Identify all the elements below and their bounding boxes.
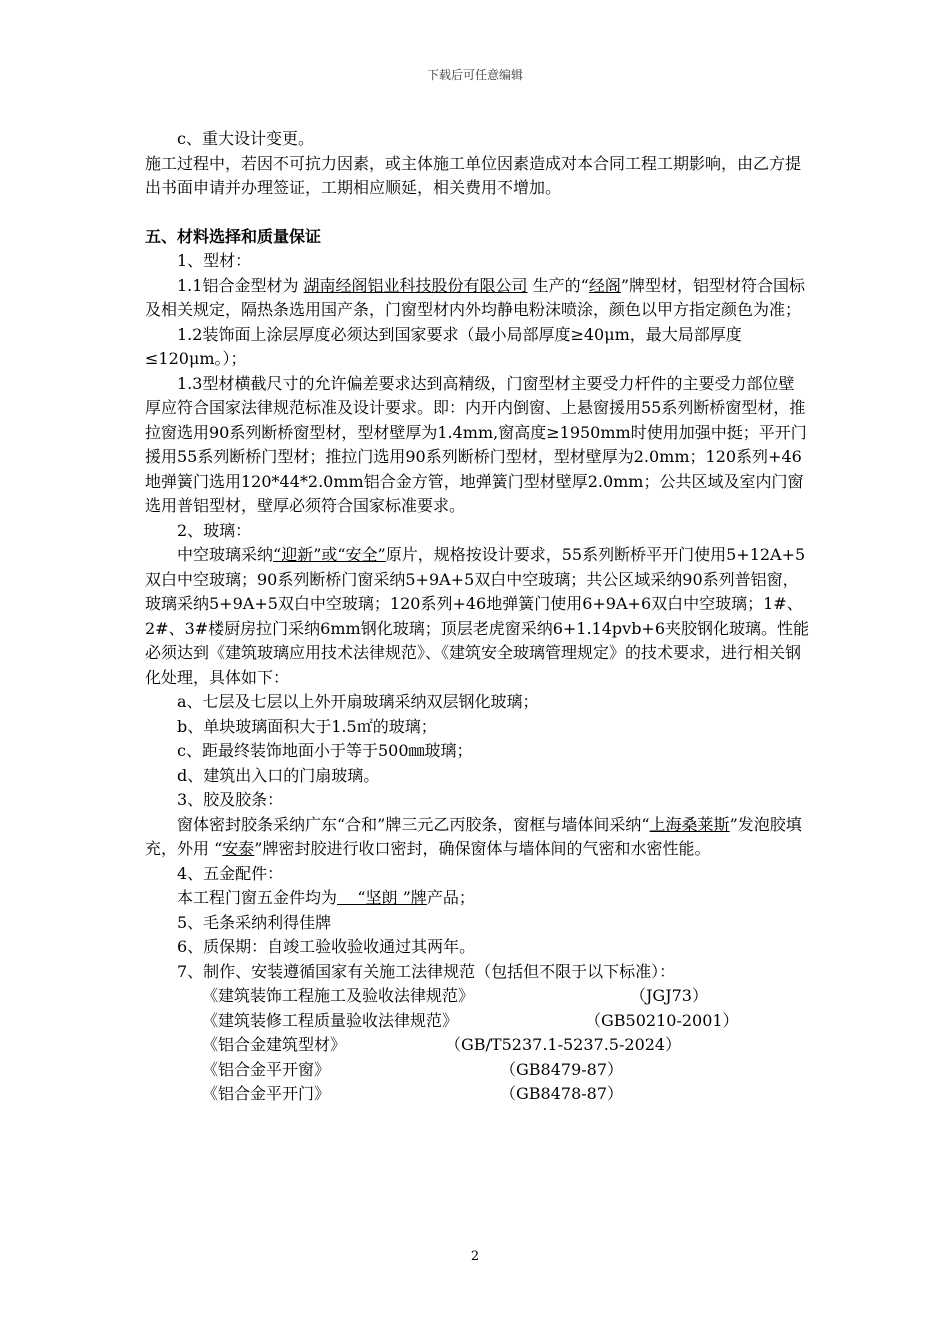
- standard-name: 《建筑装修工程质量验收法律规范》: [202, 1010, 459, 1030]
- standard-row: [145, 1058, 810, 1083]
- standard-row: [145, 984, 810, 1009]
- subsection-profile: 1、型材：: [177, 251, 252, 270]
- standard-code: （GB8479-87）: [500, 1059, 624, 1079]
- standard-name: 《铝合金平开门》: [202, 1084, 331, 1103]
- sealant-brand: 安泰: [222, 839, 255, 858]
- standard-name: 《铝合金平开窗》: [202, 1059, 331, 1079]
- foam-brand: 上海桑莱斯: [649, 814, 730, 834]
- standard-code: （JGJ73）: [630, 986, 708, 1005]
- glass-item-b: b、单块玻璃面积大于1.5㎡的玻璃；: [177, 716, 437, 736]
- company-name: 湖南经阁铝业科技股份有限公司: [303, 275, 528, 295]
- page-header: 下载后可任意编辑: [426, 68, 523, 82]
- section-heading: 五、材料选择和质量保证: [145, 226, 322, 246]
- standard-code: （GB8478-87）: [500, 1084, 624, 1103]
- glass-item-d: d、建筑出入口的门扇玻璃。: [177, 765, 380, 785]
- standard-name: 《铝合金建筑型材》: [202, 1035, 347, 1054]
- delay-paragraph: 施工过程中，若因不可抗力因素，或主体施工单位因素造成对本合同工程工期影响，由乙方提出书面申请并办理签证，工期相应顺延，相关费用不增加。: [145, 153, 802, 197]
- standard-code: （GB50210-2001）: [585, 1010, 739, 1030]
- subsection-warranty: 6、质保期：自竣工验收验收通过其两年。: [177, 937, 476, 956]
- subsection-brush: 5、毛条采纳利得佳牌: [177, 912, 332, 932]
- glass-item-c: c、距最终装饰地面小于等于500㎜玻璃；: [177, 741, 473, 760]
- standard-row: [145, 1033, 810, 1058]
- document-body: [145, 127, 810, 1107]
- item-c: c、重大设计变更。: [177, 129, 314, 148]
- paragraph-1-3: 1.3型材横截尺寸的允许偏差要求达到高精级，门窗型材主要受力杆件的主要受力部位壁厚应符合国家法律规范标准及设计要求。即：内开内倒窗、上悬窗援用55系列断桥窗型材，推拉窗选用90系列断桥窗型材，型材壁厚为1.4mm,窗高度≥1950mm时使用加强中挺；平开门援用55系列断桥门型材；推拉门选用90系列断桥门型材，型材壁厚为2.0mm；120系列+46地弹簧门选用120*44*2.0mm铝合金方管，地弹簧门型材壁厚2.0mm；公共区域及室内门窗选用普铝型材，壁厚必须符合国家标准要求。: [145, 373, 807, 515]
- standard-code: （GB/T5237.1-5237.5-2024）: [445, 1035, 682, 1054]
- subsection-glass: 2、玻璃：: [177, 520, 252, 540]
- glass-paragraph: 中空玻璃采纳“迎新”或“安全”原片，规格按设计要求，55系列断桥平开门使用5+12A+5双白中空玻璃；90系列断桥门窗采纳5+9A+5双白中空玻璃；共公区域采纳90系列普铝窗，玻璃采纳5+9A+5双白中空玻璃；120系列+46地弹簧门使用6+9A+6双白中空玻璃；1#、2#、3#楼厨房拉门采纳6mm钢化玻璃；顶层老虎窗采纳6+1.14pvb+6夹胶钢化玻璃。性能必须达到《建筑玻璃应用技术法律规范》、《建筑安全玻璃管理规定》的技术要求，进行相关钢化处理，具体如下：: [145, 545, 810, 687]
- subsection-sealant: 3、胶及胶条：: [177, 790, 284, 809]
- glass-item-a: a、七层及七层以上外开扇玻璃采纳双层钢化玻璃；: [177, 692, 539, 711]
- hardware-brand: “坚朗 ”牌: [357, 888, 427, 907]
- standard-name: 《建筑装饰工程施工及验收法律规范》: [202, 986, 475, 1005]
- brand-name: 经阁: [588, 275, 621, 295]
- subsection-hardware: 4、五金配件：: [177, 863, 284, 883]
- paragraph-1-2: 1.2装饰面上涂层厚度必须达到国家要求（最小局部厚度≥40μm，最大局部厚度≤120μm。）；: [145, 324, 742, 368]
- subsection-standards: 7、制作、安装遵循国家有关施工法律规范（包括但不限于以下标准）：: [177, 961, 676, 981]
- glass-brand: “迎新”或“安全”: [273, 545, 386, 564]
- paragraph-1-1: 1.1铝合金型材为 湖南经阁铝业科技股份有限公司 生产的“经阁”牌型材，铝型材符合国标及相关规定，隔热条选用国产条，门窗型材内外均静电粉沫喷涂，颜色以甲方指定颜色为准；: [145, 275, 806, 319]
- page-number: 2: [470, 1249, 480, 1264]
- hardware-paragraph: 本工程门窗五金件均为 “坚朗 ”牌产品；: [177, 888, 475, 907]
- standard-row: [145, 1009, 810, 1034]
- standard-row: [145, 1082, 810, 1107]
- sealant-paragraph: 窗体密封胶条采纳广东“合和”牌三元乙丙胶条，窗框与墙体间采纳“上海桑莱斯”发泡胶填充，外用 “安泰”牌密封胶进行收口密封，确保窗体与墙体间的气密和水密性能。: [145, 814, 802, 858]
